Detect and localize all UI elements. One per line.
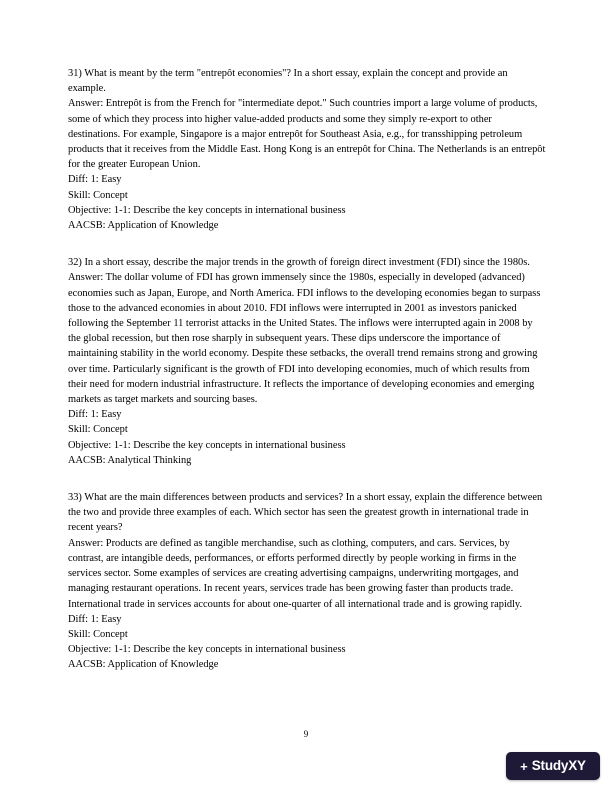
question-diff: Diff: 1: Easy (68, 613, 122, 625)
question-skill: Skill: Concept (68, 628, 128, 640)
question-diff: Diff: 1: Easy (68, 409, 122, 421)
page-number: 9 (303, 729, 309, 739)
studyxy-watermark (506, 752, 600, 780)
watermark-label: StudyXY (531, 758, 586, 774)
question-objective: Objective: 1-1: Describe the key concepts in international business (68, 204, 346, 216)
page-content (68, 66, 546, 673)
question-aacsb: AACSB: Application of Knowledge (68, 220, 219, 232)
question-block (68, 66, 546, 233)
plus-icon: + (520, 758, 528, 774)
question-diff: Diff: 1: Easy (68, 174, 122, 186)
question-objective: Objective: 1-1: Describe the key concepts in international business (68, 644, 346, 656)
question-aacsb: AACSB: Application of Knowledge (68, 659, 219, 671)
question-objective: Objective: 1-1: Describe the key concepts in international business (68, 439, 346, 451)
question-prompt: 32) In a short essay, describe the major trends in the growth of foreign direct investment (FDI) since the 1980s. (68, 257, 530, 269)
question-aacsb: AACSB: Analytical Thinking (68, 454, 192, 466)
question-skill: Skill: Concept (68, 189, 128, 201)
question-prompt: 33) What are the main differences between products and services? In a short essay, explain the difference between the two and provide three examples of each. Which sector has seen the greatest growth in international trade in recent years? (68, 492, 543, 534)
question-answer: Answer: Products are defined as tangible merchandise, such as clothing, computers, and cars. Services, by contrast, are intangible deeds, performances, or efforts performed directly by people working in firms in the services sector. Some examples of services are creating advertising campaigns, underwriting mortgages, and managing restaurant operations. In recent years, services trade has been growing faster than products trade. International trade in services accounts for about one-quarter of all international trade and is growing rapidly. (68, 537, 523, 610)
question-skill: Skill: Concept (68, 424, 128, 436)
question-prompt: 31) What is meant by the term "entrepôt economies"? In a short essay, explain the concept and provide an example. (68, 68, 508, 95)
question-block (68, 255, 546, 468)
question-answer: Answer: Entrepôt is from the French for "intermediate depot." Such countries import a large volume of products, some of which they process into higher value-added products and some they simply re-export to other destinations. For example, Singapore is a major entrepôt for Southeast Asia, e.g., for transshipping petroleum products that it receives from the Middle East. Hong Kong is an entrepôt for China. The Netherlands is an entrepôt for the greater European Union. (68, 98, 546, 171)
question-block (68, 490, 546, 672)
question-answer: Answer: The dollar volume of FDI has grown immensely since the 1980s, especially in developed (advanced) economies such as Japan, Europe, and North America. FDI inflows to the developing economies began to surpass those to the advanced economies in about 2010. FDI inflows were interrupted in 2001 as investors panicked following the September 11 terrorist attacks in the United States. The inflows were interrupted again in 2008 by the global recession, but then rose sharply in subsequent years. These dips underscore the importance of maintaining stability in the world economy. Despite these setbacks, the overall trend remains strong and growing over time. Particularly significant is the growth of FDI into developing economies, much of which results from their need for modern industrial infrastructure. It reflects the importance of developing economies and emerging markets as target markets and sourcing bases. (68, 272, 541, 406)
